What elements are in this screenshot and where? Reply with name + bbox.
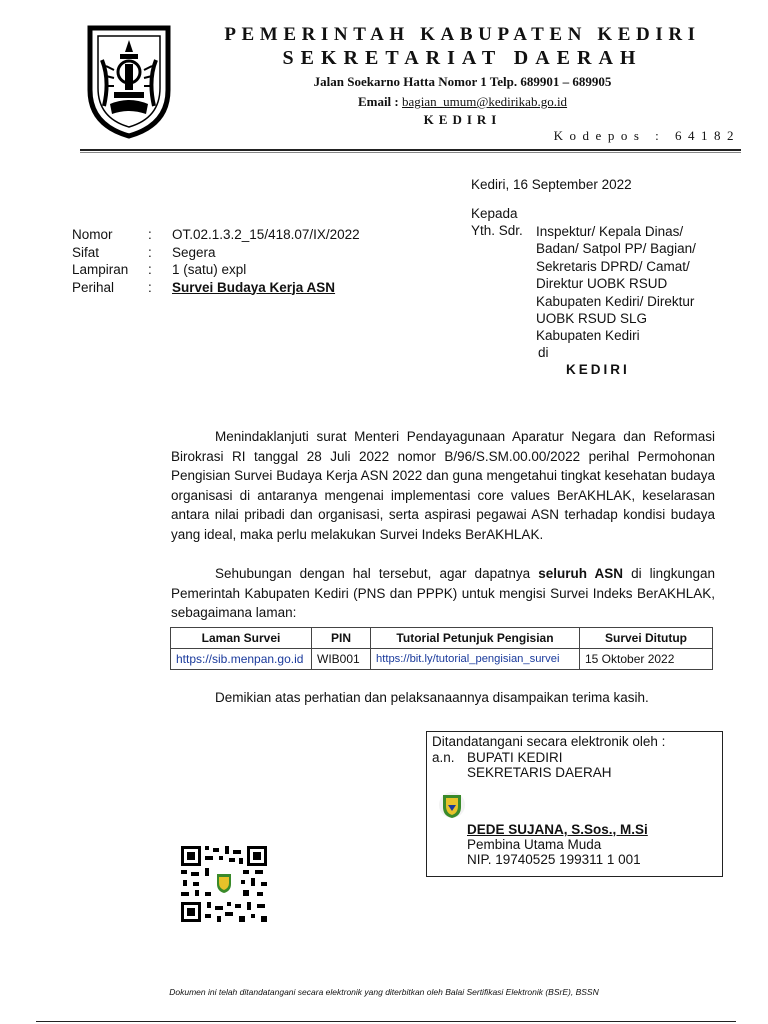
- p2-bold: seluruh ASN: [538, 566, 624, 581]
- closing-date-cell: 15 Oktober 2022: [580, 649, 713, 670]
- signature-an: a.n.: [432, 750, 455, 765]
- meta-nomor-label: Nomor: [72, 227, 113, 242]
- recipient-line: Inspektur/ Kepala Dinas/: [536, 224, 684, 239]
- table-header: Laman Survei: [171, 628, 312, 649]
- p2-text-a: Sehubungan dengan hal tersebut, agar dapatnya: [215, 566, 539, 581]
- signature-bupati: BUPATI KEDIRI: [467, 750, 563, 765]
- meta-colon: :: [148, 244, 152, 260]
- kediri-regency-crest-icon: [80, 20, 178, 140]
- signatory-nip: NIP. 19740525 199311 1 001: [467, 852, 641, 867]
- meta-perihal: [72, 280, 360, 298]
- signature-statement: Ditandatangani secara elektronik oleh :: [432, 734, 666, 749]
- table-row: [171, 649, 713, 670]
- recipient-yth: Yth. Sdr.: [471, 223, 523, 238]
- qr-code-icon: [181, 846, 267, 922]
- pin-cell: WIB001: [312, 649, 371, 670]
- meta-lampiran-label: Lampiran: [72, 262, 129, 277]
- meta-sifat: [72, 245, 360, 263]
- signatory-rank: Pembina Utama Muda: [467, 837, 602, 852]
- meta-lampiran: [72, 262, 360, 280]
- recipient-line: Direktur UOBK RSUD: [536, 276, 668, 292]
- recipient-line: Kabupaten Kediri/ Direktur: [536, 293, 695, 309]
- meta-lampiran-value: 1 (satu) expl: [172, 262, 247, 277]
- email-label: Email :: [357, 94, 402, 109]
- letterhead-office-title: SEKRETARIAT DAERAH: [282, 47, 643, 69]
- signatory-name: DEDE SUJANA, S.Sos., M.Si: [467, 822, 648, 837]
- recipient-place: KEDIRI: [566, 362, 630, 377]
- letterhead-divider: [80, 149, 741, 151]
- body-paragraph-1: Menindaklanjuti surat Menteri Pendayagunaan Aparatur Negara dan Reformasi Birokrasi RI tanggal 28 Juli 2022 nomor B/96/S.SM.00.00/2022 perihal Permohonan Pengisian Survei Budaya Kerja ASN 2022 dan guna mengetahui tingkat kesehatan budaya organisasi di antaranya mengenai implementasi core values BerAKHLAK, keselarasan antara nilai pribadi dan organisasi, serta aspirasi pegawai ASN terhadap kondisi budaya yang ideal, maka perlu melakukan Survei Indeks BerAKHLAK.: [171, 429, 715, 542]
- footer-note: Dokumen ini telah ditandatangani secara elektronik yang diterbitkan oleh Balai Sertifikasi Elektronik (BSrE), BSSN: [169, 987, 599, 997]
- letterhead-city: KEDIRI: [423, 112, 502, 127]
- p2-text-b: di lingkungan Pemerintah Kabupaten Kediri (PNS dan PPPK) untuk mengisi Survei Indeks BerAKHLAK, sebagaimana laman:: [171, 566, 715, 620]
- recipient-line: Badan/ Satpol PP/ Bagian/: [536, 241, 696, 257]
- bsre-emblem-icon: [438, 790, 466, 820]
- meta-perihal-label: Perihal: [72, 279, 115, 295]
- meta-sifat-label: Sifat: [72, 244, 100, 260]
- meta-colon: :: [148, 262, 152, 277]
- table-header: Survei Ditutup: [580, 628, 713, 649]
- letterhead-government-title: PEMERINTAH KABUPATEN KEDIRI: [224, 24, 701, 45]
- footer-divider: [36, 1021, 736, 1022]
- survey-url-link[interactable]: https://sib.menpan.go.id: [171, 649, 312, 670]
- survey-table: [170, 627, 713, 670]
- table-header: PIN: [312, 628, 371, 649]
- table-header: Tutorial Petunjuk Pengisian: [371, 628, 580, 649]
- letterhead-divider-thin: [80, 152, 741, 153]
- recipient-block: [536, 223, 696, 345]
- meta-nomor: [72, 227, 360, 245]
- tutorial-url-link[interactable]: https://bit.ly/tutorial_pengisian_survei: [371, 649, 580, 670]
- letterhead-postal-code: Kodepos : 64182: [553, 128, 740, 143]
- recipient-kepada: Kepada: [471, 206, 518, 221]
- meta-colon: :: [148, 279, 152, 295]
- recipient-line: UOBK RSUD SLG: [536, 311, 648, 327]
- recipient-line: Sekretaris DPRD/ Camat/: [536, 258, 690, 274]
- email-link[interactable]: bagian_umum@kedirikab.go.id: [402, 94, 568, 109]
- letterhead-address: Jalan Soekarno Hatta Nomor 1 Telp. 689901 – 689905: [313, 74, 612, 89]
- recipient-di: di: [538, 345, 549, 360]
- signature-sekretaris: SEKRETARIS DAERAH: [467, 765, 612, 780]
- closing-sentence: Demikian atas perhatian dan pelaksanaannya disampaikan terima kasih.: [215, 690, 649, 705]
- recipient-line: Kabupaten Kediri: [536, 328, 640, 344]
- letter-meta: [72, 227, 360, 297]
- meta-sifat-value: Segera: [172, 244, 216, 260]
- meta-nomor-value: OT.02.1.3.2_15/418.07/IX/2022: [172, 227, 360, 242]
- body-paragraph-2: [171, 564, 715, 623]
- meta-colon: :: [148, 227, 152, 242]
- date-line: Kediri, 16 September 2022: [471, 177, 632, 192]
- meta-perihal-value: Survei Budaya Kerja ASN: [172, 279, 336, 295]
- letterhead-email: [190, 94, 735, 110]
- table-header-row: [171, 628, 713, 649]
